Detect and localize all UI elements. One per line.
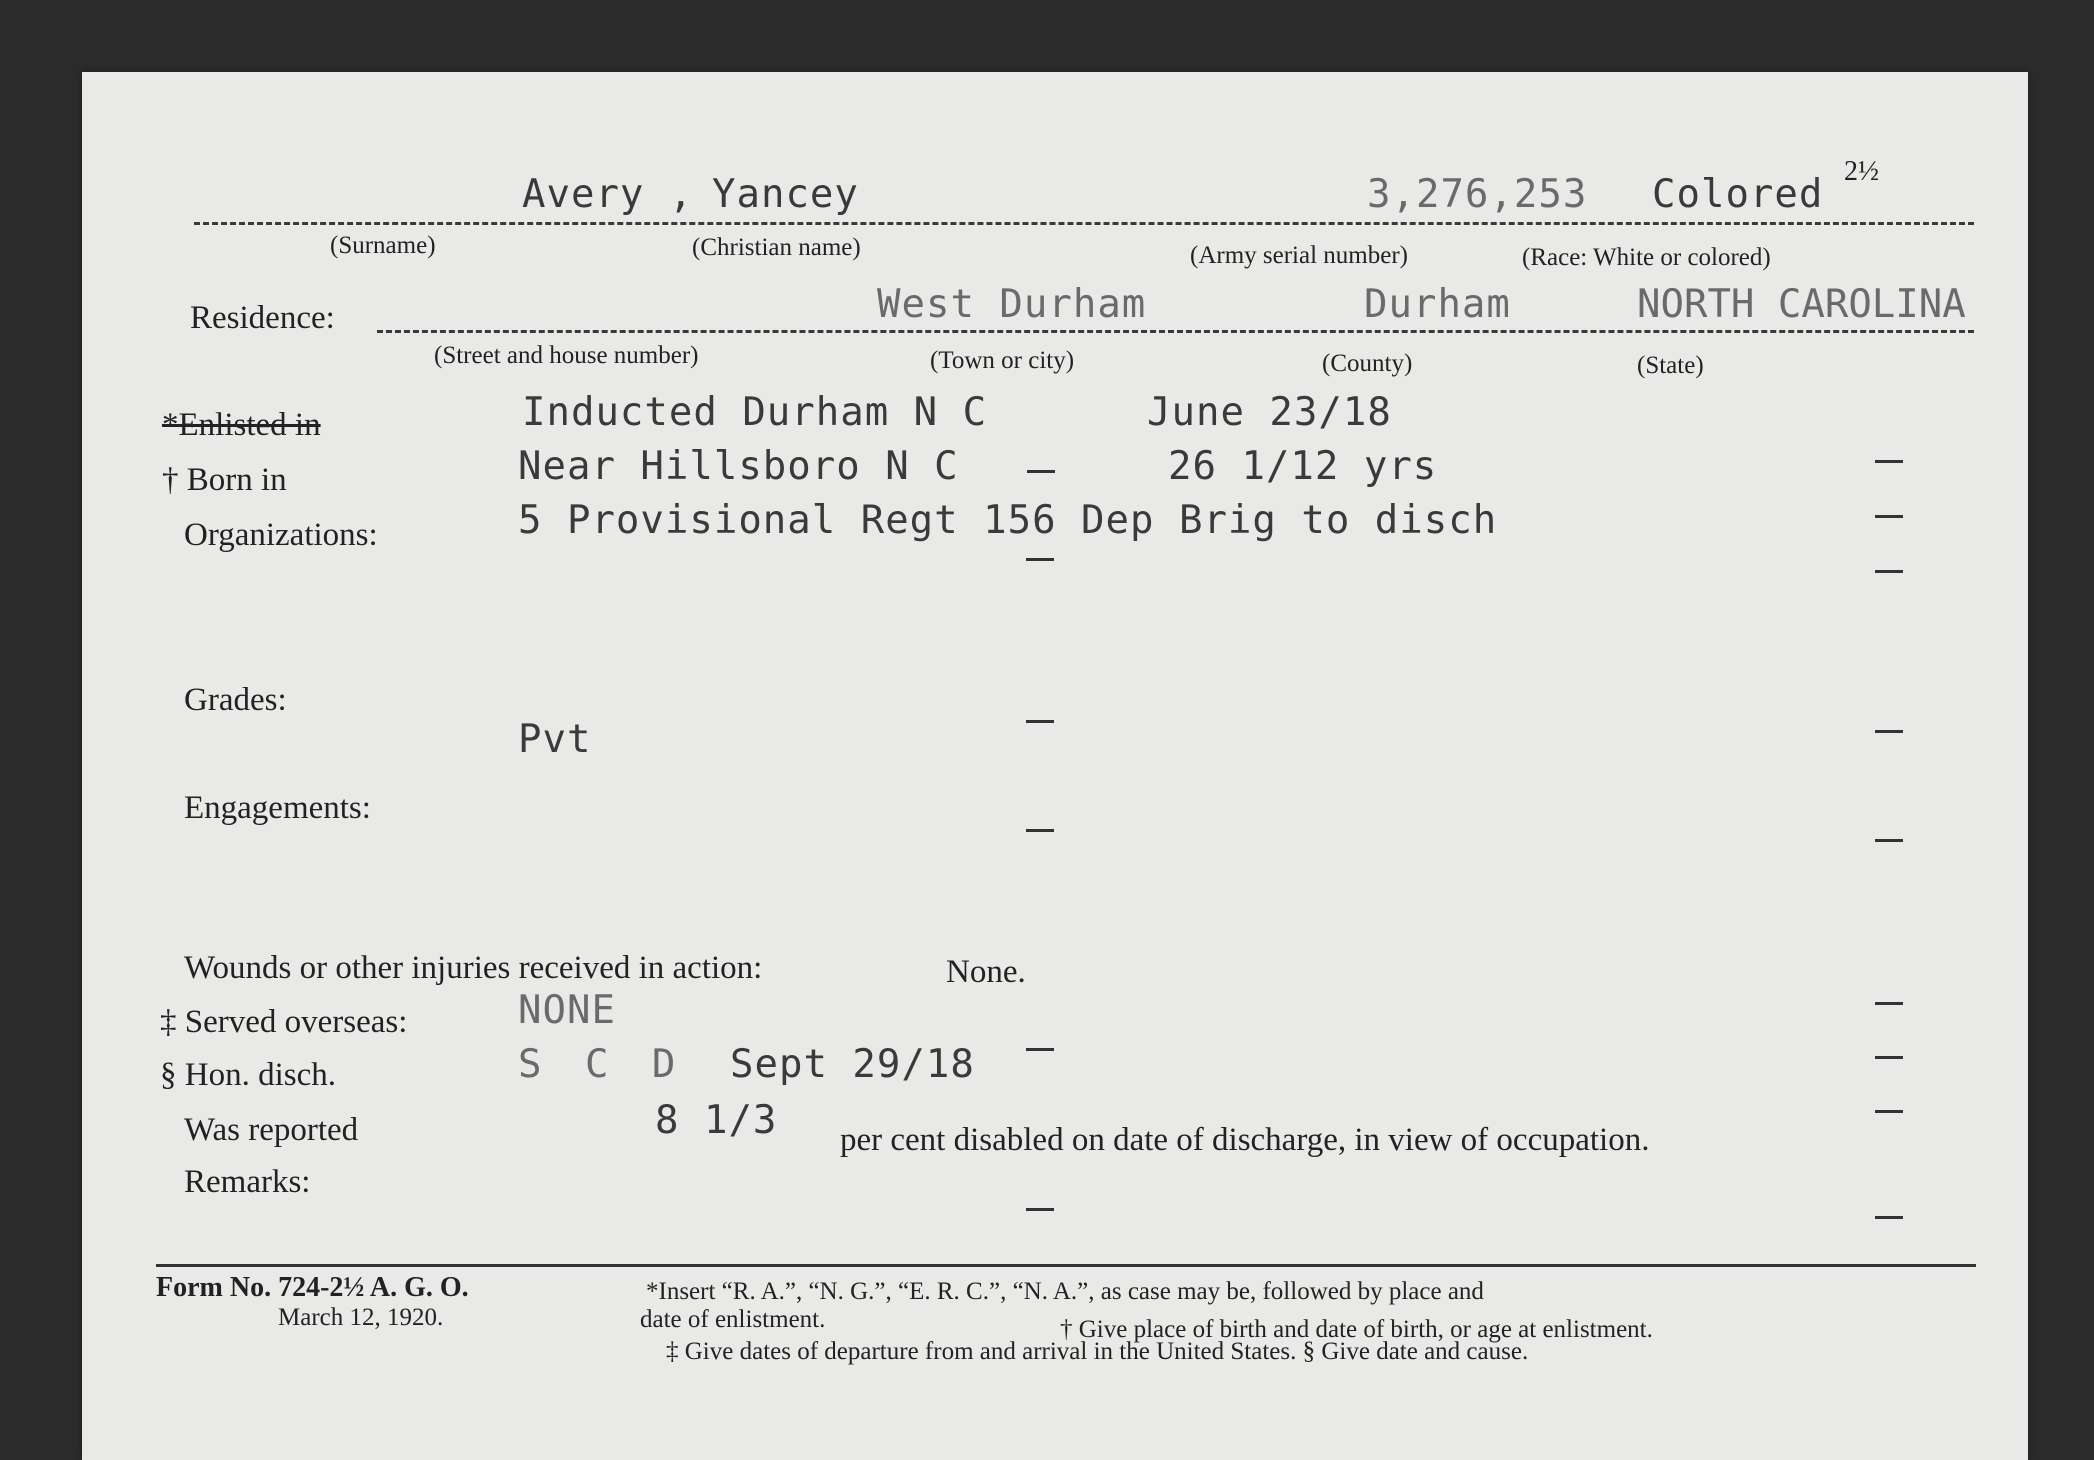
residence-label: Residence:	[190, 300, 335, 336]
reported-value: 8 1/3	[655, 1098, 778, 1143]
street-caption: (Street and house number)	[434, 342, 699, 369]
serial-caption: (Army serial number)	[1190, 242, 1408, 269]
reported-label: Was reported	[184, 1112, 359, 1148]
organizations-value: 5 Provisional Regt 156 Dep Brig to disch	[518, 498, 1498, 543]
overseas-value: NONE	[518, 988, 616, 1033]
overseas-label: ‡ Served overseas:	[160, 1004, 408, 1040]
disch-label: § Hon. disch.	[160, 1057, 336, 1093]
disch-cause: S C D	[518, 1042, 686, 1087]
footnote-line-2a: date of enlistment.	[640, 1306, 826, 1333]
grades-dash	[1026, 720, 1054, 723]
enlisted-value: Inducted Durham N C	[522, 390, 988, 435]
margin-dash	[1875, 1002, 1903, 1005]
enlisted-label: *Enlisted in	[162, 407, 321, 443]
remarks-label: Remarks:	[184, 1164, 311, 1200]
surname-value: Avery ,	[522, 172, 694, 217]
surname-caption: (Surname)	[330, 232, 436, 259]
engagements-dash	[1026, 829, 1054, 832]
enlisted-date: June 23/18	[1147, 390, 1392, 435]
service-card	[82, 72, 2028, 1460]
residence-town: West Durham	[877, 282, 1147, 327]
margin-dash	[1875, 730, 1903, 733]
margin-dash	[1875, 1216, 1903, 1219]
engagements-label: Engagements:	[184, 790, 371, 826]
margin-dash	[1875, 1110, 1903, 1113]
remarks-dash	[1026, 1208, 1054, 1211]
town-caption: (Town or city)	[930, 347, 1075, 374]
serial-number-value: 3,276,253	[1367, 172, 1588, 217]
state-caption: (State)	[1637, 352, 1704, 379]
organizations-dash	[1026, 558, 1054, 561]
grades-label: Grades:	[184, 682, 287, 718]
disch-dash	[1026, 1048, 1054, 1051]
wounds-label: Wounds or other injuries received in action:	[184, 950, 763, 986]
margin-dash	[1875, 570, 1903, 573]
margin-dash	[1875, 515, 1903, 518]
born-value: Near Hillsboro N C	[518, 444, 959, 489]
born-label: † Born in	[162, 462, 287, 498]
header-line	[194, 222, 1974, 225]
county-caption: (County)	[1322, 350, 1413, 377]
wounds-value: None.	[946, 954, 1026, 990]
form-date: March 12, 1920.	[278, 1304, 444, 1331]
born-dash	[1027, 470, 1055, 473]
footnote-line-2b: † Give place of birth and date of birth, or age at enlistment.	[1060, 1316, 1653, 1343]
residence-county: Durham	[1364, 282, 1511, 327]
disch-date: Sept 29/18	[730, 1042, 975, 1087]
race-value: Colored	[1652, 172, 1824, 217]
form-mark: 2½	[1844, 156, 1879, 187]
margin-dash	[1875, 839, 1903, 842]
residence-line	[377, 330, 1974, 333]
christian-name-value: Yancey	[712, 172, 859, 217]
footnote-line-1: *Insert “R. A.”, “N. G.”, “E. R. C.”, “N. A.”, as case may be, followed by place and	[646, 1278, 1484, 1305]
born-age: 26 1/12 yrs	[1168, 444, 1438, 489]
race-caption: (Race: White or colored)	[1522, 244, 1771, 271]
christian-name-caption: (Christian name)	[692, 234, 861, 261]
form-number: Form No. 724-2½ A. G. O.	[156, 1272, 469, 1303]
margin-dash	[1875, 460, 1903, 463]
margin-dash	[1875, 1056, 1903, 1059]
grades-value: Pvt	[518, 717, 592, 762]
organizations-label: Organizations:	[184, 517, 378, 553]
footer-rule	[156, 1264, 1976, 1267]
reported-suffix: per cent disabled on date of discharge, in view of occupation.	[840, 1122, 1650, 1158]
footnote-line-3: ‡ Give dates of departure from and arrival in the United States. § Give date and cause.	[666, 1338, 1529, 1365]
residence-state: NORTH CAROLINA	[1637, 282, 1966, 327]
